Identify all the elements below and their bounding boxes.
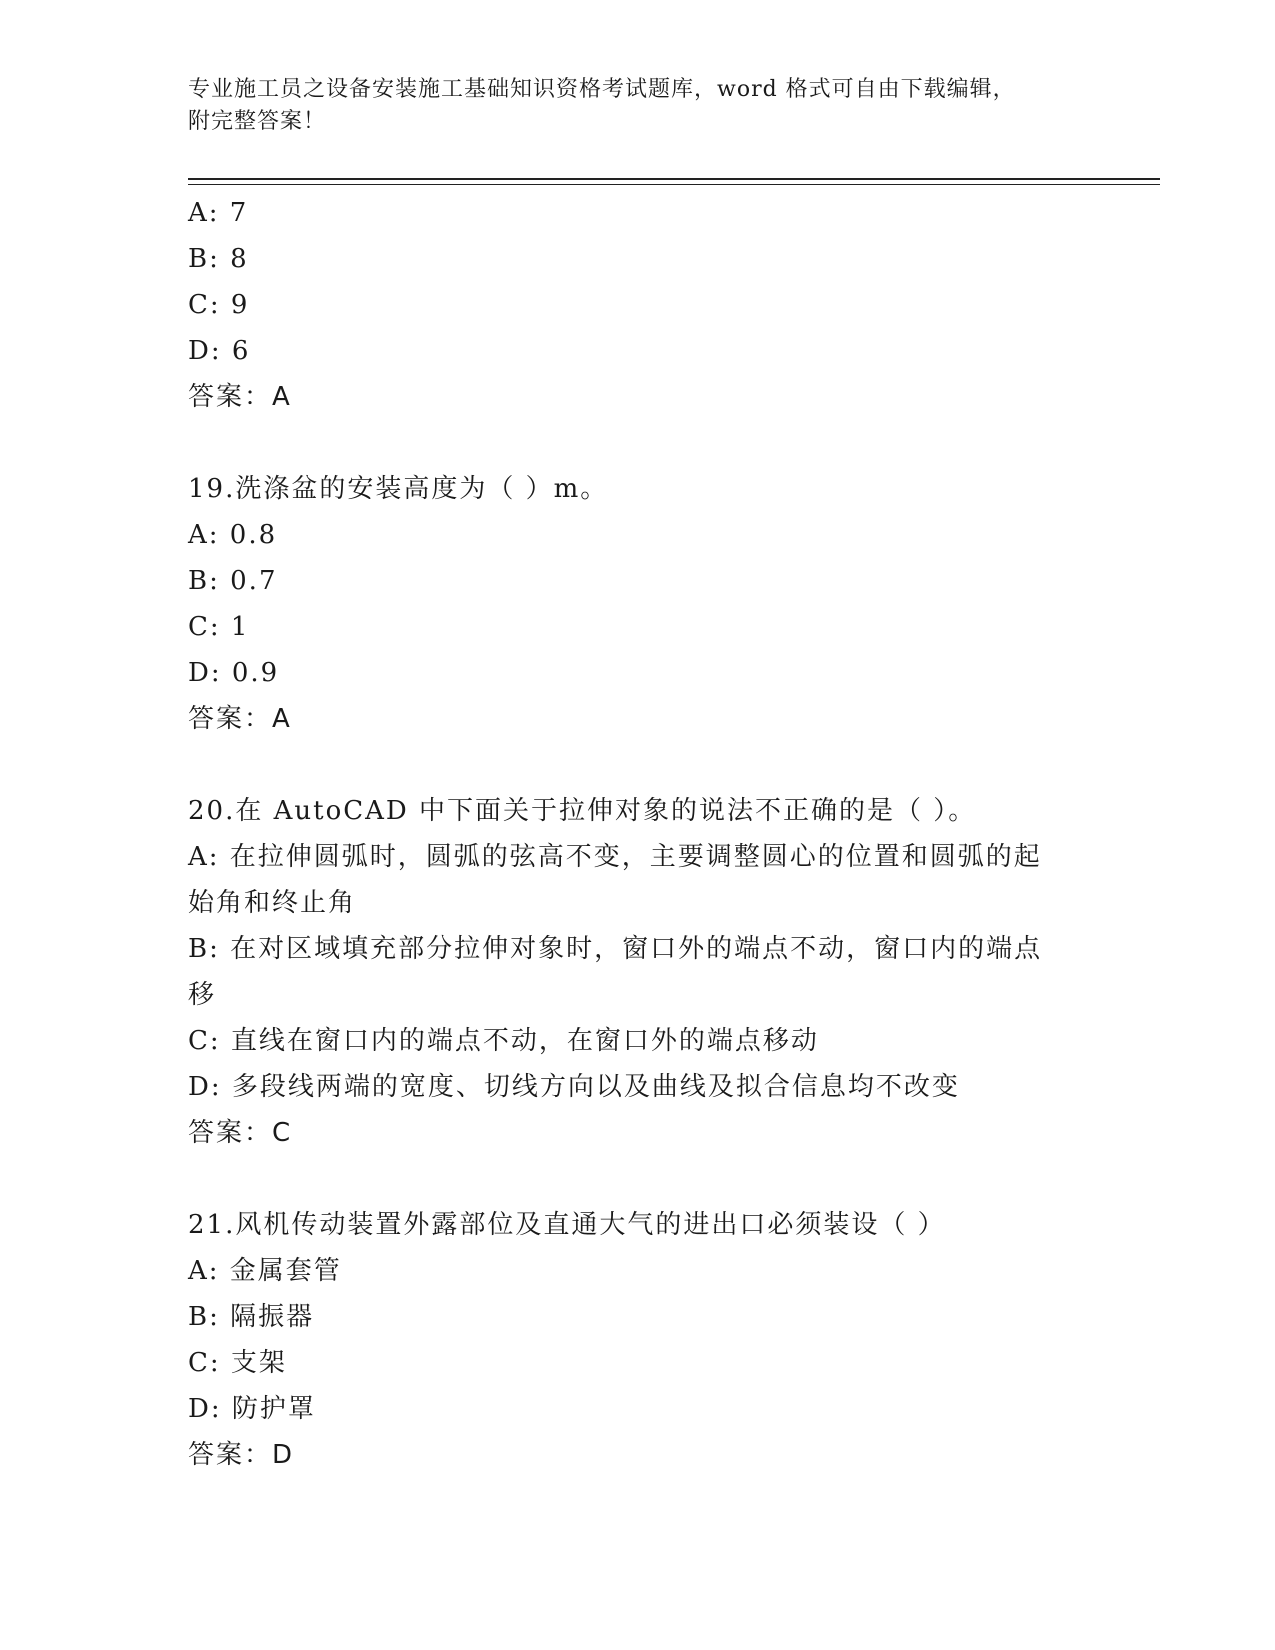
answer-line: 答案：A	[188, 704, 292, 734]
option-d: D: 多段线两端的宽度、切线方向以及曲线及拟合信息均不改变	[188, 1072, 960, 1102]
option-a: A: 金属套管	[188, 1256, 342, 1286]
question-18	[188, 190, 1088, 420]
question-20	[188, 788, 1088, 1156]
option-b: B: 隔振器	[188, 1302, 315, 1332]
header-title-line-1: 专业施工员之设备安装施工基础知识资格考试题库，word 格式可自由下载编辑，	[188, 77, 1016, 102]
answer-line: 答案：C	[188, 1118, 293, 1148]
spacer	[188, 420, 1088, 466]
option-b-line-1: B: 在对区域填充部分拉伸对象时，窗口外的端点不动，窗口内的端点	[188, 934, 1043, 964]
spacer	[188, 742, 1088, 788]
option-b-line-2: 移	[188, 980, 217, 1010]
option-c: C: 直线在窗口内的端点不动，在窗口外的端点移动	[188, 1026, 819, 1056]
option-a: A: 7	[188, 198, 249, 228]
option-a-line-1: A: 在拉伸圆弧时，圆弧的弦高不变，主要调整圆心的位置和圆弧的起	[188, 842, 1042, 872]
option-d: D: 0.9	[188, 658, 280, 688]
question-list	[188, 190, 1088, 1478]
option-c: C: 9	[188, 290, 250, 320]
question-text: 21.风机传动装置外露部位及直通大气的进出口必须装设（ ）	[188, 1210, 946, 1240]
answer-line: 答案：A	[188, 382, 292, 412]
header-divider-thick	[188, 178, 1160, 180]
option-a-line-2: 始角和终止角	[188, 888, 357, 918]
header-divider-thin	[188, 184, 1160, 185]
document-header	[188, 74, 1088, 138]
question-19	[188, 466, 1088, 742]
option-c: C: 1	[188, 612, 250, 642]
option-d: D: 6	[188, 336, 251, 366]
question-text: 19.洗涤盆的安装高度为（ ）m。	[188, 474, 609, 504]
option-a: A: 0.8	[188, 520, 278, 550]
option-b: B: 8	[188, 244, 249, 274]
header-title-line-2: 附完整答案！	[188, 109, 327, 134]
spacer	[188, 1156, 1088, 1202]
option-d: D: 防护罩	[188, 1394, 316, 1424]
question-text: 20.在 AutoCAD 中下面关于拉伸对象的说法不正确的是（ ）。	[188, 796, 977, 826]
option-b: B: 0.7	[188, 566, 278, 596]
answer-line: 答案：D	[188, 1440, 295, 1470]
question-21	[188, 1202, 1088, 1478]
option-c: C: 支架	[188, 1348, 287, 1378]
